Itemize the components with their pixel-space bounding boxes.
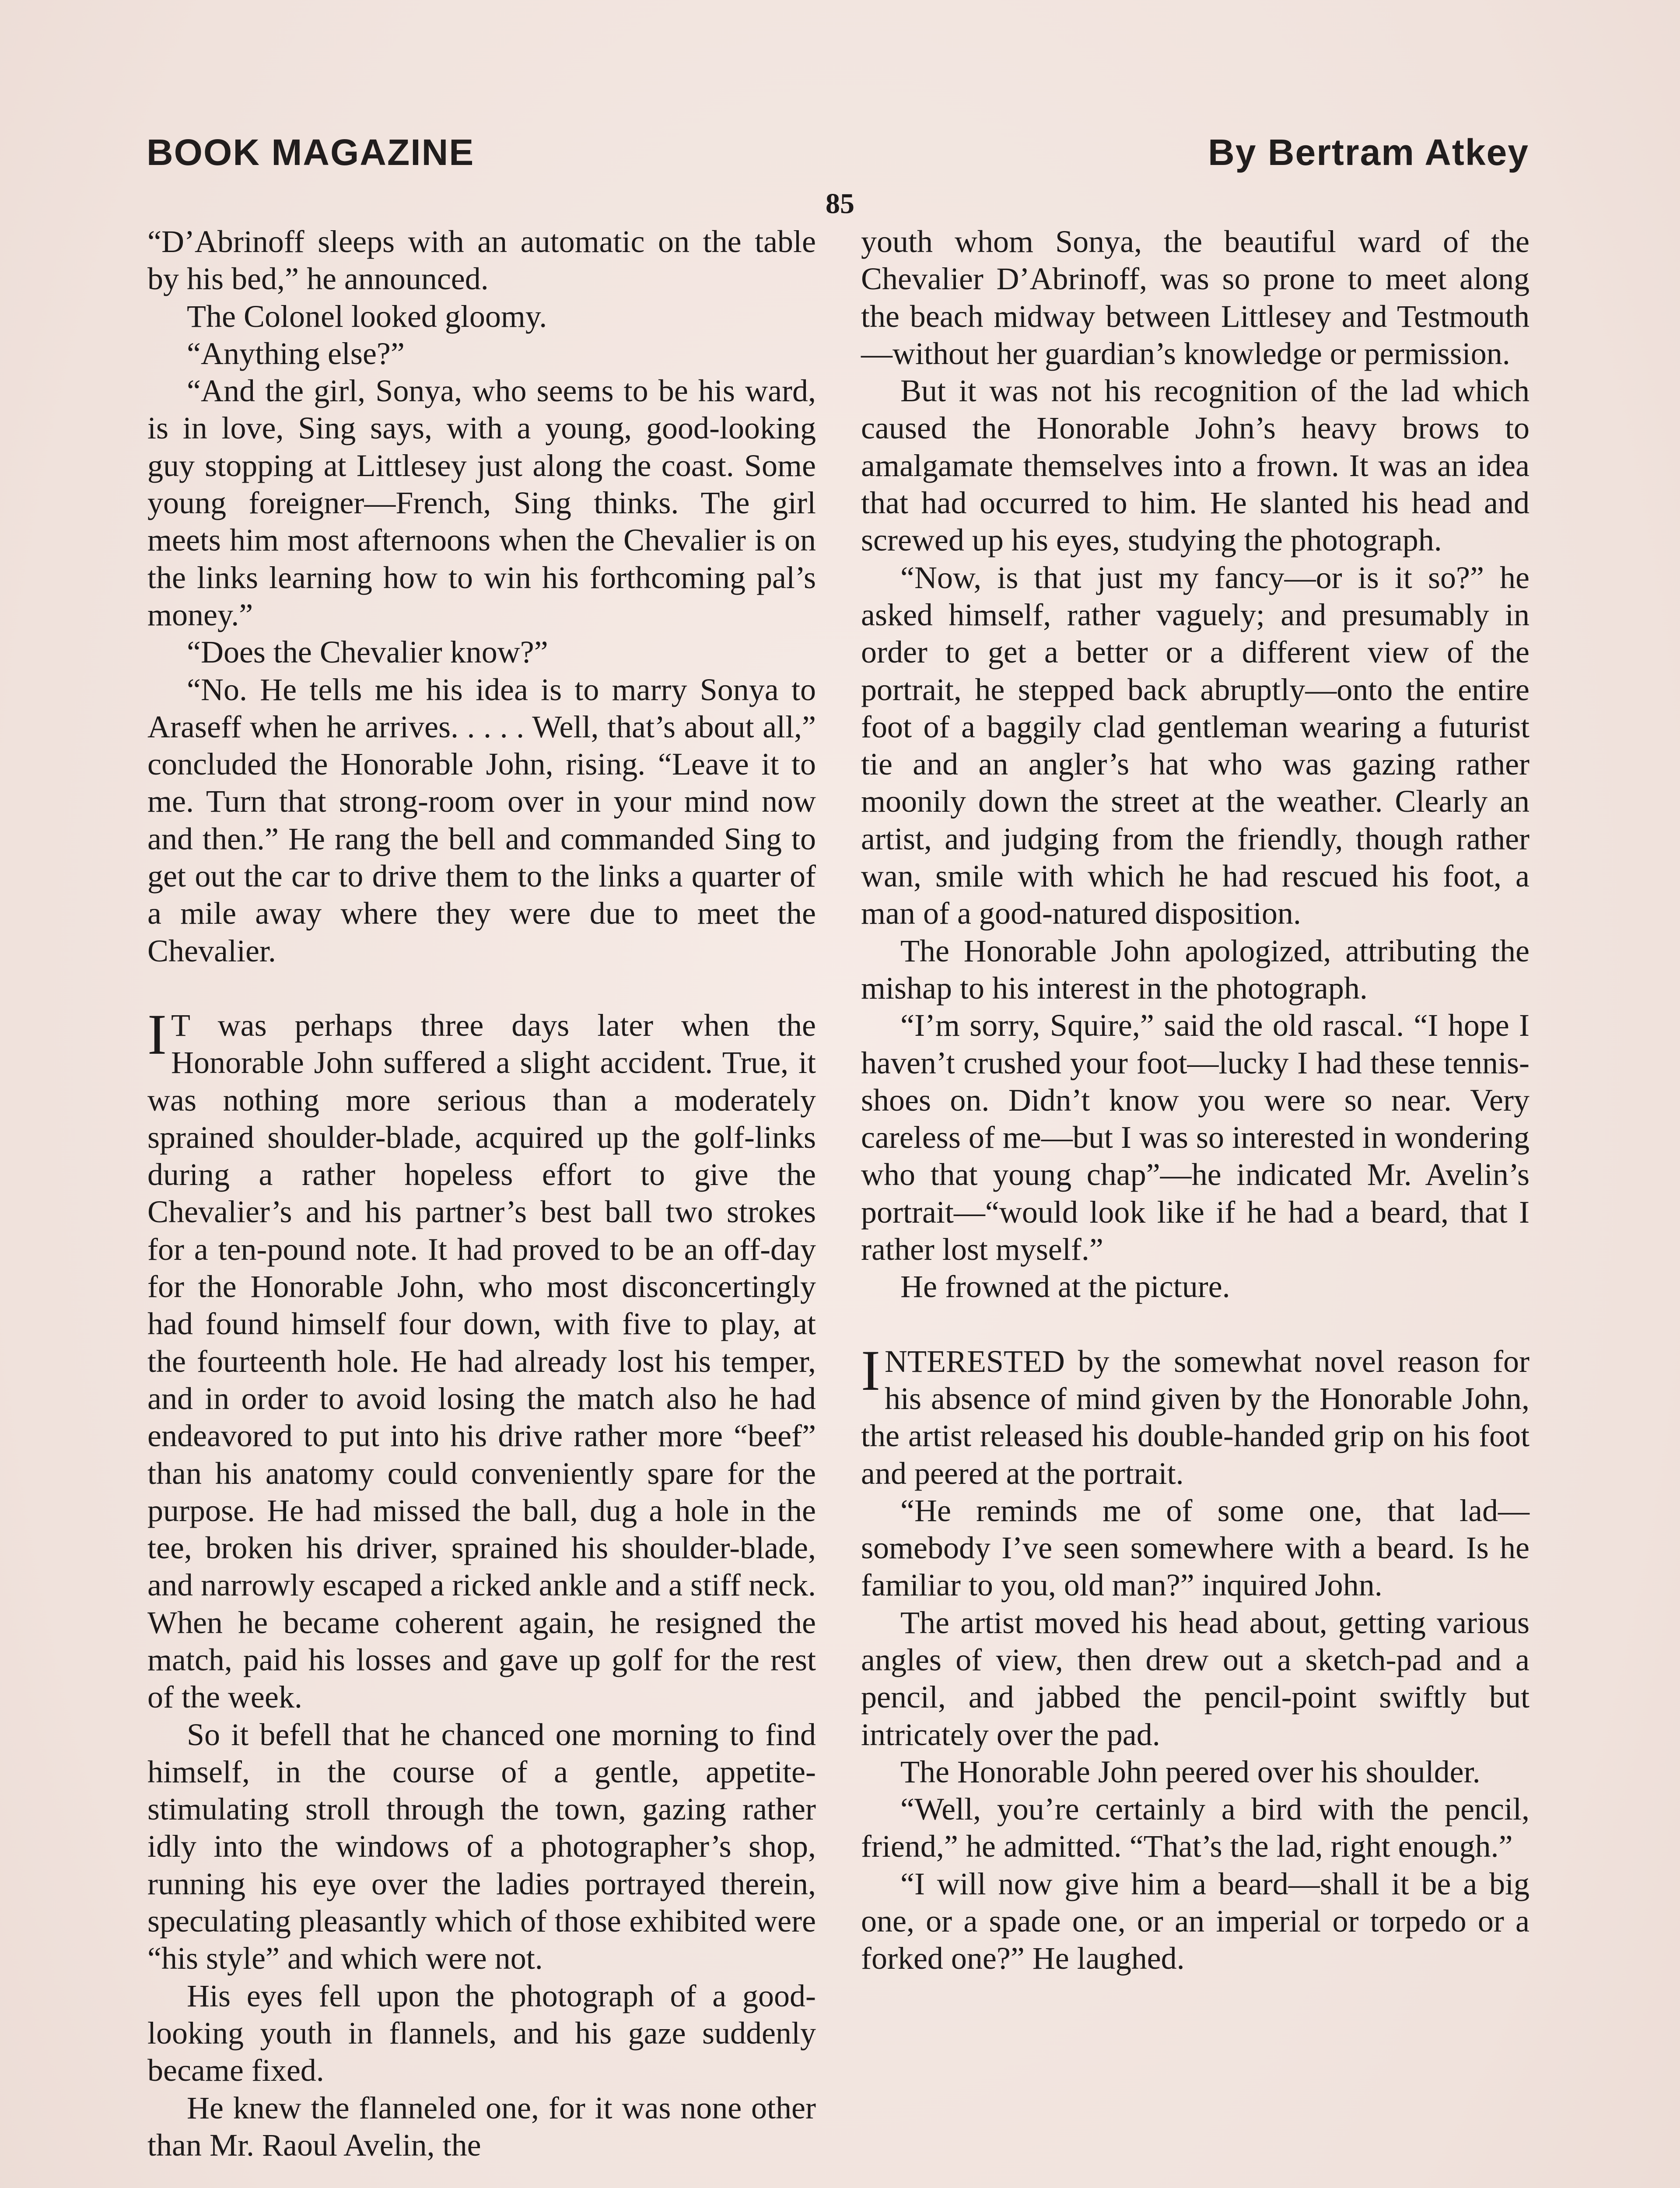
paragraph: The Honorable John apologized, attributing the mishap to his interest in the photograph. [861, 933, 1530, 1006]
paragraph: His eyes fell upon the photograph of a good-looking youth in flannels, and his gaze suddenly became fixed. [147, 1978, 816, 2088]
paragraph: The Honorable John peered over his shoulder. [900, 1754, 1480, 1789]
page-number: 85 [826, 188, 854, 220]
paragraph: But it was not his recognition of the lad which caused the Honorable John’s heavy brows to amalgamate themselves into a frown. It was an idea that had occurred to him. He slanted his head and screwed up his eyes, studying the photograph. [861, 373, 1530, 558]
publication-title: BOOK MAGAZINE [147, 132, 475, 173]
paragraph: He knew the flanneled one, for it was none other than Mr. Raoul Avelin, the [147, 2090, 816, 2163]
drop-cap: I [147, 1002, 167, 1066]
left-column [147, 223, 816, 2164]
paragraph: “No. He tells me his idea is to marry Sonya to Araseff when he arrives. . . . . Well, that’s about all,” concluded the Honorable John, rising. “Leave it to me. Turn that strong-room over in your mind now and then.” He rang the bell and commanded Sing to get out the car to drive them to the links a quarter of a mile away where they were due to meet the Chevalier. [147, 672, 816, 968]
paragraph: youth whom Sonya, the beautiful ward of the Chevalier D’Abrinoff, was so prone to meet along the beach midway between Littlesey and Testmouth—without her guardian’s knowledge or permission. [861, 224, 1530, 371]
section-paragraph [147, 1002, 816, 1716]
section-paragraph [861, 1338, 1530, 1492]
paragraph-text: T was perhaps three days later when the Honorable John suffered a slight accident. True, it was nothing more serious than a moderately sprained shoulder-blade, acquired up the golf-links during a rather hopeless effort to give the Chevalier’s and his partner’s best ball two strokes for a ten-pound note. It had proved to be an off-day for the Honorable John, who most disconcertingly had found himself four down, with five to play, at the fourteenth hole. He had already lost his temper, and in order to avoid losing the match also he had endeavored to put into his drive rather more “beef” than his anatomy could conveniently spare for the purpose. He had missed the ball, dug a hole in the tee, broken his driver, sprained his shoulder-blade, and narrowly escaped a ricked ankle and a stiff neck. When he became coherent again, he resigned the match, paid his losses and gave up golf for the rest of the week. [147, 1007, 816, 1715]
paragraph-text: NTERESTED by the somewhat novel reason for his absence of mind given by the Honorable John, the artist released his double-handed grip on his foot and peered at the portrait. [861, 1343, 1530, 1491]
paragraph: “Well, you’re certainly a bird with the pencil, friend,” he admitted. “That’s the lad, right enough.” [861, 1792, 1530, 1864]
paragraph: “Does the Chevalier know?” [187, 635, 548, 670]
paragraph: “I’m sorry, Squire,” said the old rascal. “I hope I haven’t crushed your foot—lucky I had these tennis-shoes on. Didn’t know you were so near. Very careless of me—but I was so interested in wondering who that young chap”—he indicated Mr. Avelin’s portrait—“would look like if he had a beard, that I rather lost myself.” [861, 1008, 1530, 1267]
author-byline: By Bertram Atkey [1208, 132, 1529, 173]
paragraph: “And the girl, Sonya, who seems to be his ward, is in love, Sing says, with a young, good-looking guy stopping at Littlesey just along the coast. Some young foreigner—French, Sing thinks. The girl meets him most afternoons when the Chevalier is on the links learning how to win his forthcoming pal’s money.” [147, 373, 816, 632]
paragraph: “I will now give him a beard—shall it be a big one, or a spade one, or an imperial or torpedo or a forked one?” He laughed. [861, 1866, 1530, 1976]
paragraph: “He reminds me of some one, that lad—somebody I’ve seen somewhere with a beard. Is he familiar to you, old man?” inquired John. [861, 1493, 1530, 1603]
drop-cap: I [861, 1338, 880, 1403]
paragraph: “Now, is that just my fancy—or is it so?” he asked himself, rather vaguely; and presumably in order to get a better or a different view of the portrait, he stepped back abruptly—onto the entire foot of a baggily clad gentleman wearing a futurist tie and an angler’s hat who was gazing rather moonily down the street at the weather. Clearly an artist, and judging from the friendly, though rather wan, smile with which he had rescued his foot, a man of a good-natured disposition. [861, 560, 1530, 931]
paragraph: So it befell that he chanced one morning to find himself, in the course of a gentle, appetite-stimulating stroll through the town, gazing rather idly into the windows of a photographer’s shop, running his eye over the ladies portrayed therein, speculating pleasantly which of those exhibited were “his style” and which were not. [147, 1717, 816, 1976]
right-column [861, 223, 1530, 1978]
paragraph: The Colonel looked gloomy. [187, 298, 547, 334]
paragraph: “D’Abrinoff sleeps with an automatic on the table by his bed,” he announced. [147, 224, 816, 297]
paragraph: The artist moved his head about, getting various angles of view, then drew out a sketch-pad and a pencil, and jabbed the pencil-point swiftly but intricately over the pad. [861, 1605, 1530, 1752]
paragraph: He frowned at the picture. [900, 1269, 1230, 1304]
paragraph: “Anything else?” [187, 336, 405, 371]
